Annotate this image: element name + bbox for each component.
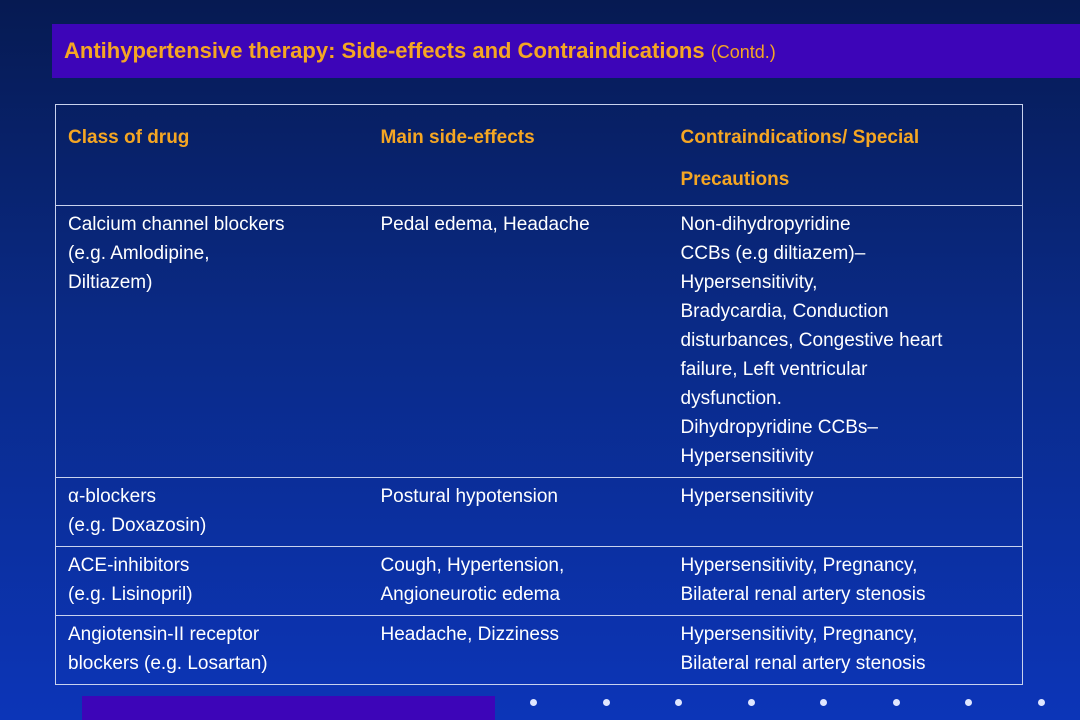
cell-contraindications	[669, 478, 1023, 547]
cell-class-of-drug	[56, 616, 369, 685]
cell-line: Diltiazem)	[68, 272, 153, 293]
header-class-of-drug: Class of drug	[56, 105, 369, 206]
cell-line: Calcium channel blockers	[68, 214, 285, 235]
table-row	[56, 206, 1023, 478]
footer-dot	[675, 699, 682, 706]
footer-dot	[530, 699, 537, 706]
footer-dots	[530, 699, 1050, 711]
cell-line: Non-dihydropyridine	[680, 214, 851, 235]
cell-line: blockers (e.g. Losartan)	[68, 653, 268, 674]
cell-line: Pedal edema, Headache	[380, 214, 590, 235]
footer-dot	[1038, 699, 1045, 706]
cell-line: Bilateral renal artery stenosis	[680, 584, 926, 605]
header-contraindications-line1: Contraindications/ Special	[680, 127, 920, 148]
cell-line: ACE-inhibitors	[68, 555, 190, 576]
table-row	[56, 616, 1023, 685]
header-main-side-effects: Main side-effects	[369, 105, 669, 206]
footer-dot	[965, 699, 972, 706]
cell-line: Angioneurotic edema	[380, 584, 561, 605]
footer-dot	[820, 699, 827, 706]
footer-dot	[748, 699, 755, 706]
cell-line: Hypersensitivity, Pregnancy,	[680, 555, 918, 576]
cell-contraindications	[669, 206, 1023, 478]
cell-side-effects	[369, 478, 669, 547]
cell-line: Bradycardia, Conduction	[680, 301, 889, 322]
cell-line: α-blockers	[68, 486, 157, 507]
slide-title-text: Antihypertensive therapy: Side-effects and Contraindications	[64, 38, 705, 63]
drug-table	[55, 104, 1023, 685]
cell-line: Angiotensin-II receptor	[68, 624, 260, 645]
slide-title	[64, 38, 776, 64]
cell-contraindications	[669, 616, 1023, 685]
footer-dot	[603, 699, 610, 706]
table-header-row	[56, 105, 1023, 206]
cell-line: Bilateral renal artery stenosis	[680, 653, 926, 674]
table-row	[56, 547, 1023, 616]
cell-line: Hypersensitivity,	[680, 272, 818, 293]
cell-class-of-drug	[56, 478, 369, 547]
cell-side-effects	[369, 616, 669, 685]
cell-line: Headache, Dizziness	[380, 624, 559, 645]
cell-line: dysfunction.	[680, 388, 782, 409]
cell-line: CCBs (e.g diltiazem)–	[680, 243, 866, 264]
cell-line: (e.g. Doxazosin)	[68, 515, 207, 536]
cell-class-of-drug	[56, 206, 369, 478]
cell-line: Cough, Hypertension,	[380, 555, 565, 576]
cell-line: Hypersensitivity	[680, 486, 814, 507]
cell-side-effects	[369, 547, 669, 616]
cell-side-effects	[369, 206, 669, 478]
cell-line: (e.g. Lisinopril)	[68, 584, 193, 605]
cell-line: (e.g. Amlodipine,	[68, 243, 210, 264]
table-row	[56, 478, 1023, 547]
cell-line: failure, Left ventricular	[680, 359, 868, 380]
cell-class-of-drug	[56, 547, 369, 616]
slide-title-suffix: (Contd.)	[710, 42, 776, 62]
header-contraindications-line2: Precautions	[680, 169, 790, 190]
cell-line: Hypersensitivity, Pregnancy,	[680, 624, 918, 645]
cell-contraindications	[669, 547, 1023, 616]
cell-line: Dihydropyridine CCBs–	[680, 417, 878, 438]
header-contraindications	[669, 105, 1023, 206]
footer-dot	[893, 699, 900, 706]
title-bar	[52, 24, 1080, 78]
cell-line: Postural hypotension	[380, 486, 558, 507]
cell-line: disturbances, Congestive heart	[680, 330, 943, 351]
cell-line: Hypersensitivity	[680, 446, 814, 467]
footer-bar	[82, 696, 495, 720]
